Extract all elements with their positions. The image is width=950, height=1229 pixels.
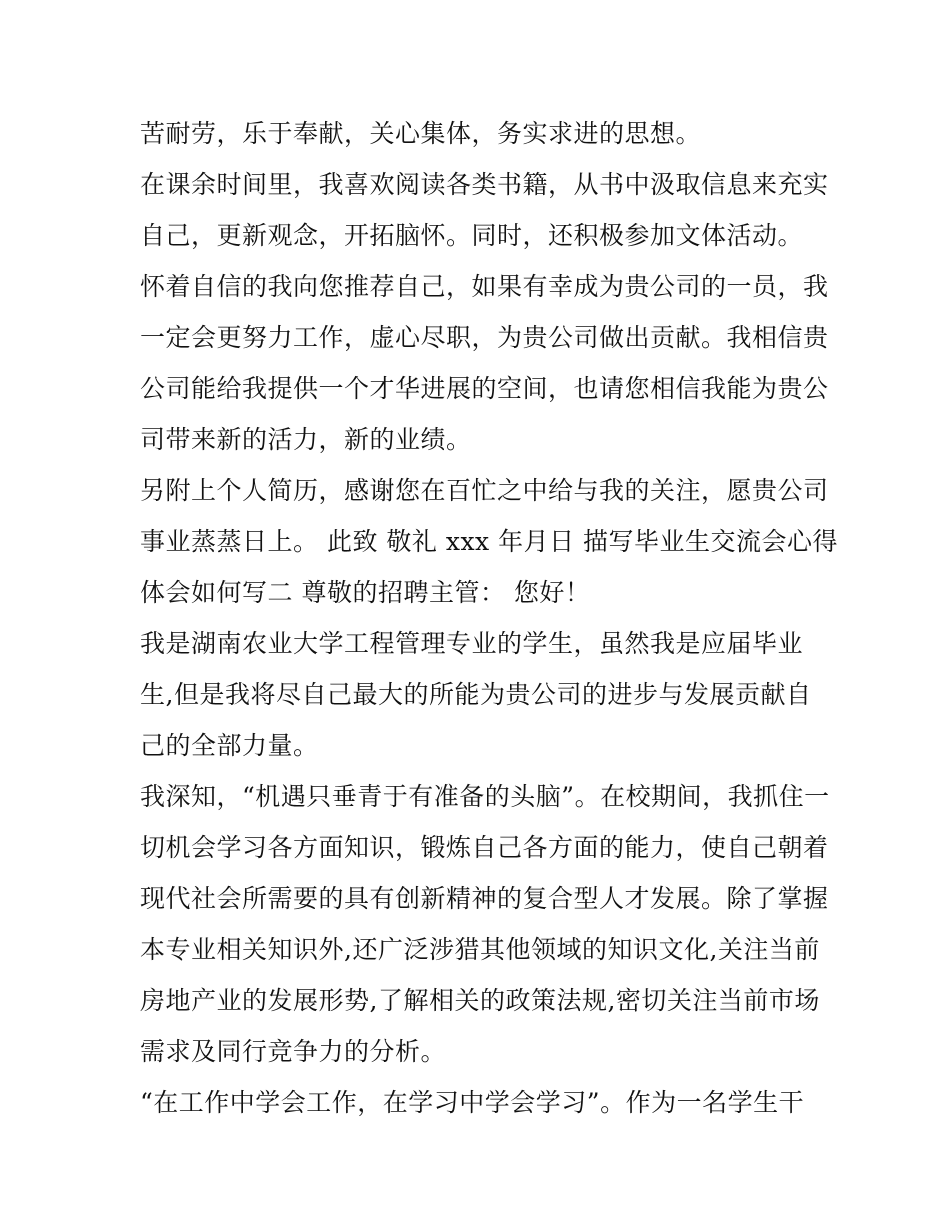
text-line-3: 自己，更新观念，开拓脑怀。同时，还积极参加文体活动。 xyxy=(140,221,804,250)
text-line-11: 我是湖南农业大学工程管理专业的学生，虽然我是应届毕业 xyxy=(140,629,804,658)
text-line-17: 本专业相关知识外,还广泛涉猎其他领域的知识文化,关注当前 xyxy=(140,935,820,964)
text-line-10: 体会如何写二 尊敬的招聘主管： 您好！ xyxy=(140,578,591,607)
text-line-5: 一定会更努力工作，虚心尽职，为贵公司做出贡献。我相信贵 xyxy=(140,323,829,352)
text-line-9: 事业蒸蒸日上。 此致 敬礼 xxx 年月日 描写毕业生交流会心得 xyxy=(140,527,839,556)
text-line-6: 公司能给我提供一个才华进展的空间，也请您相信我能为贵公 xyxy=(140,374,829,403)
text-line-2: 在课余时间里，我喜欢阅读各类书籍，从书中汲取信息来充实 xyxy=(140,170,829,199)
text-line-13: 己的全部力量。 xyxy=(140,731,319,760)
text-line-8: 另附上个人简历，感谢您在百忙之中给与我的关注，愿贵公司 xyxy=(140,476,829,505)
text-line-7: 司带来新的活力，新的业绩。 xyxy=(140,425,472,454)
text-line-1: 苦耐劳，乐于奉献，关心集体，务实求进的思想。 xyxy=(140,119,702,148)
text-line-16: 现代社会所需要的具有创新精神的复合型人才发展。除了掌握 xyxy=(140,884,829,913)
text-line-15: 切机会学习各方面知识，锻炼自己各方面的能力，使自己朝着 xyxy=(140,833,829,862)
text-line-12: 生,但是我将尽自己最大的所能为贵公司的进步与发展贡献自 xyxy=(140,680,812,709)
text-line-14: 我深知，“机遇只垂青于有准备的头脑”。在校期间，我抓住一 xyxy=(140,782,830,811)
text-line-4: 怀着自信的我向您推荐自己，如果有幸成为贵公司的一员，我 xyxy=(140,272,829,301)
document-body xyxy=(140,108,839,1128)
text-line-20: “在工作中学会工作，在学习中学会学习”。作为一名学生干 xyxy=(140,1088,805,1117)
text-line-19: 需求及同行竞争力的分析。 xyxy=(140,1037,447,1066)
text-line-18: 房地产业的发展形势,了解相关的政策法规,密切关注当前市场 xyxy=(140,986,820,1015)
